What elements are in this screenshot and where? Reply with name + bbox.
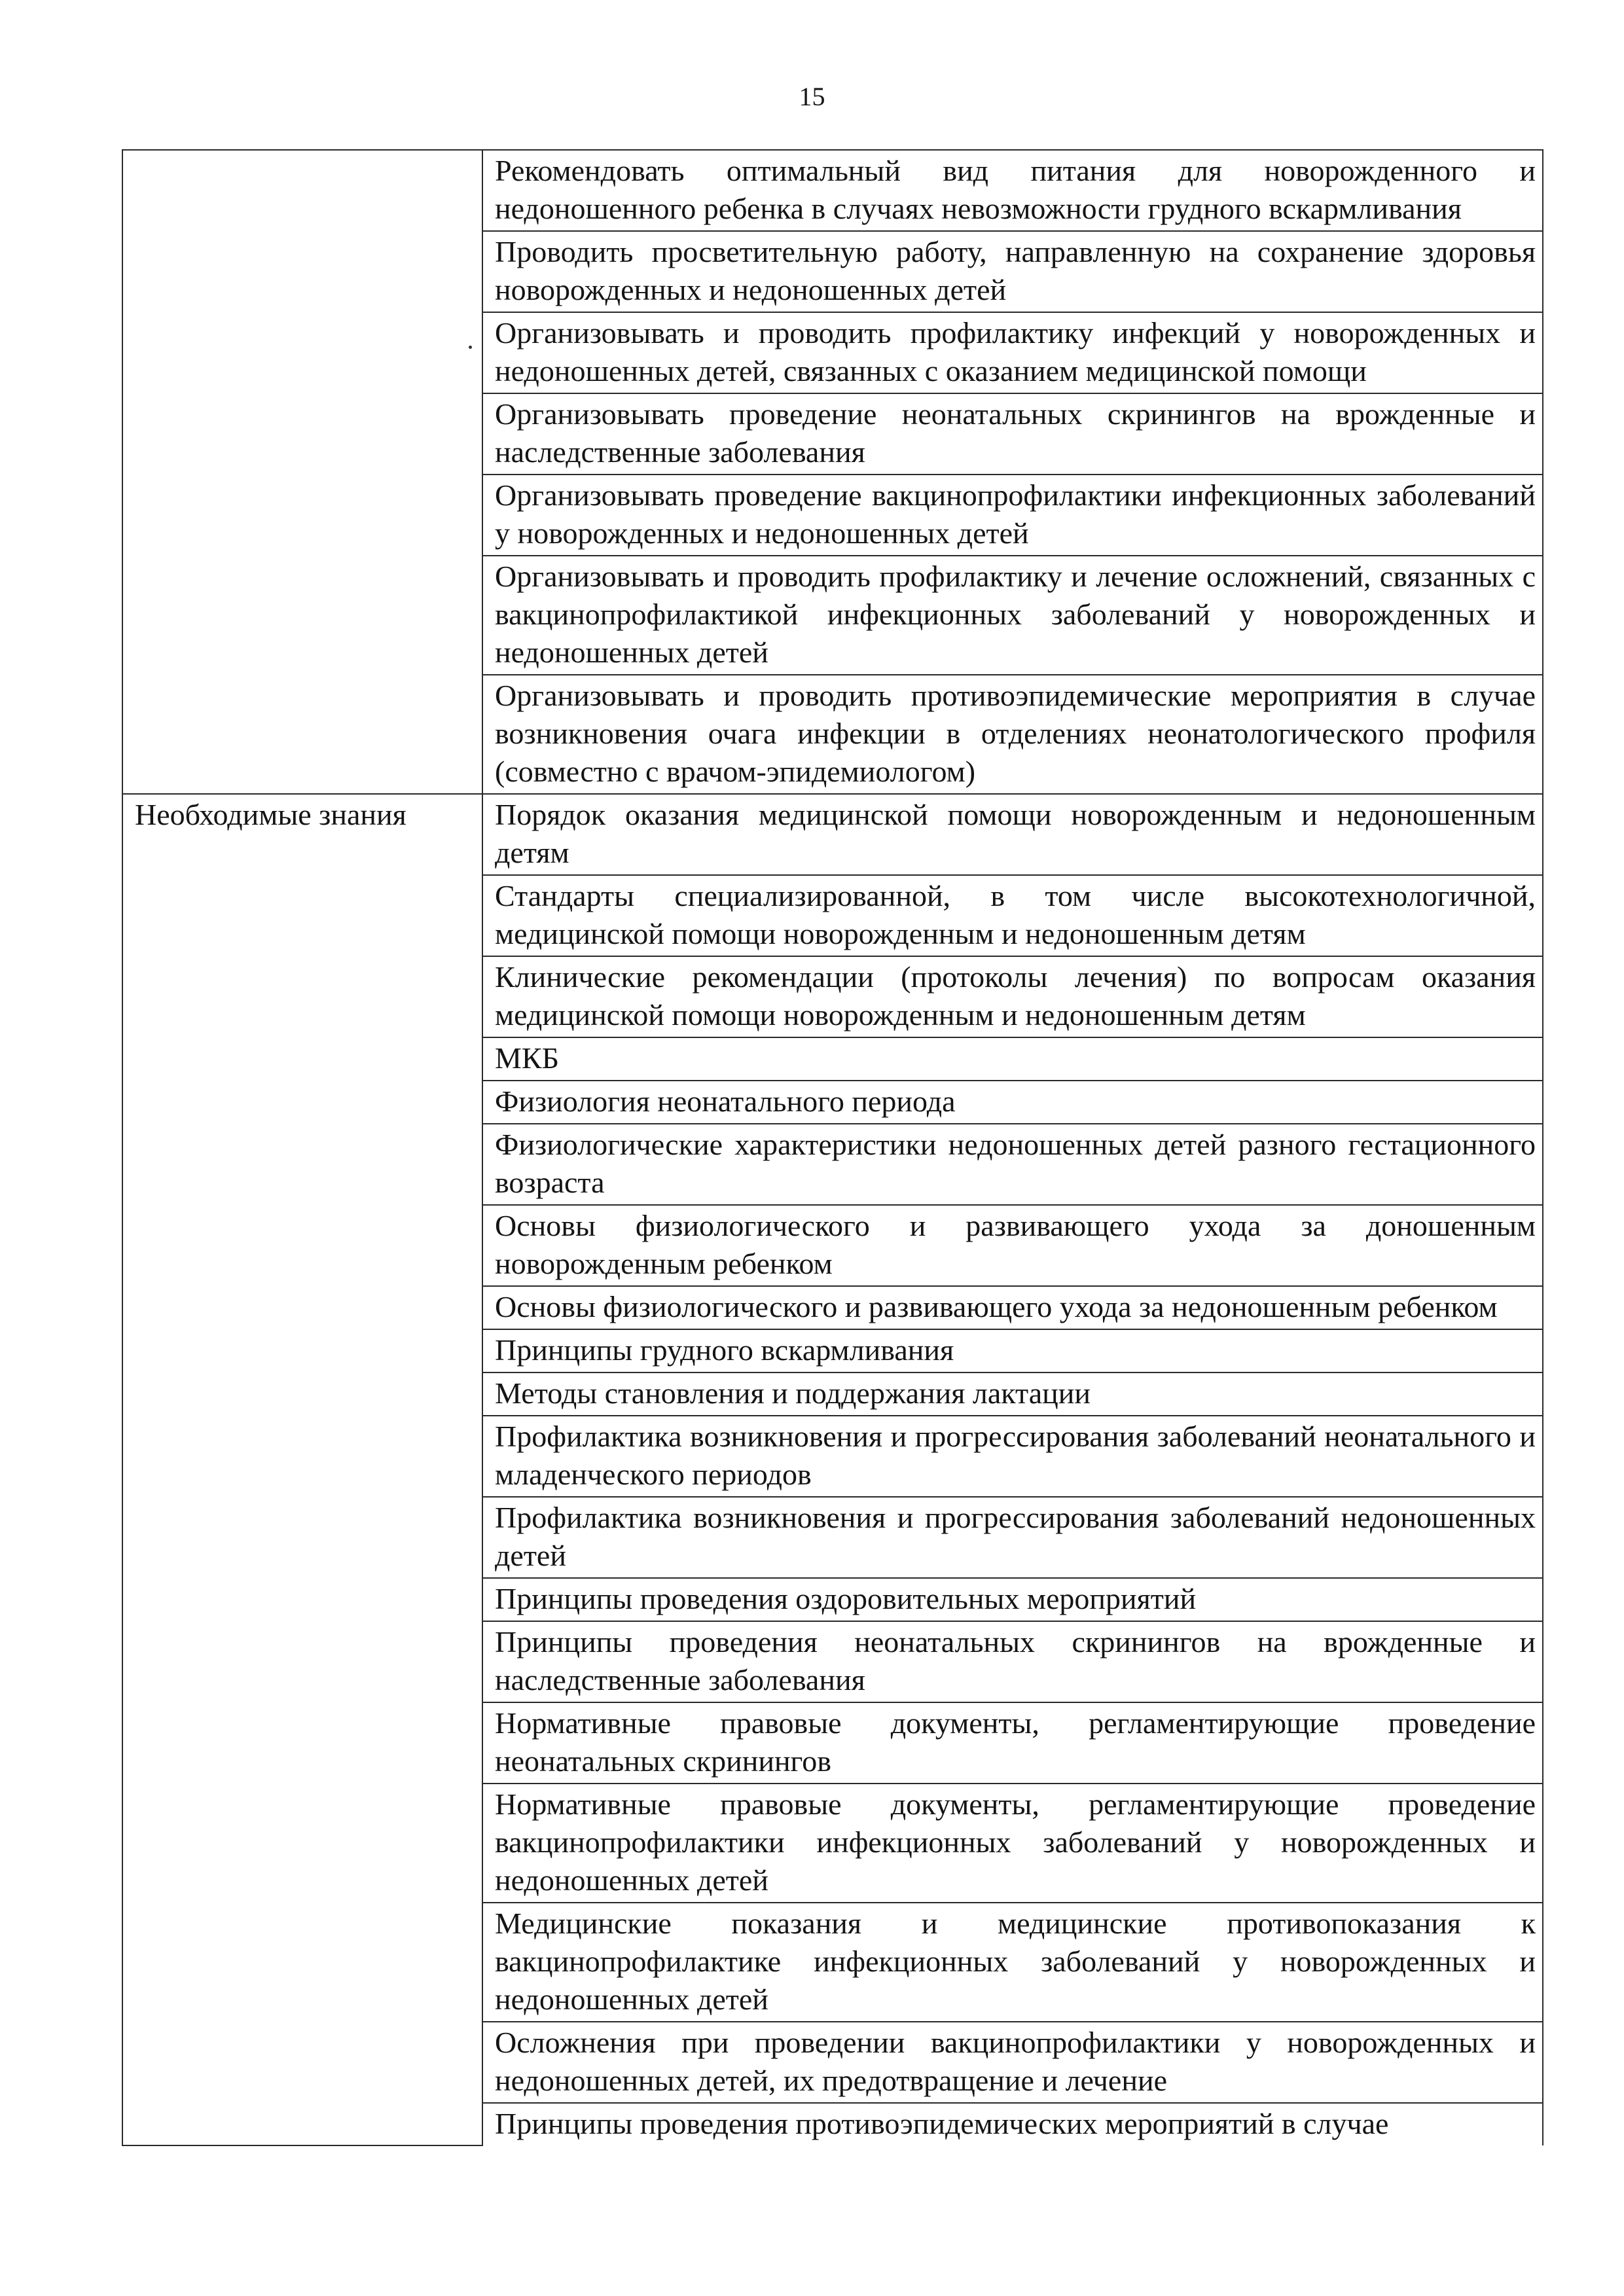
skill-item: Проводить просветительную работу, направленную на сохранение здоровья новорожденных и недоношенных детей: [482, 231, 1543, 312]
knowledge-item: Порядок оказания медицинской помощи новорожденным и недоношенным детям: [482, 794, 1543, 875]
knowledge-item: Стандарты специализированной, в том числе высокотехнологичной, медицинской помощи новорожденным и недоношенным детям: [482, 875, 1543, 956]
knowledge-item: Принципы проведения неонатальных скринингов на врожденные и наследственные заболевания: [482, 1621, 1543, 1702]
skill-item: Организовывать и проводить противоэпидемические мероприятия в случае возникновения очага инфекции в отделениях неонатологического профиля (совместно с врачом-эпидемиологом): [482, 675, 1543, 794]
knowledge-item: Физиологические характеристики недоношенных детей разного гестационного возраста: [482, 1124, 1543, 1205]
knowledge-item: Профилактика возникновения и прогрессирования заболеваний недоношенных детей: [482, 1497, 1543, 1578]
knowledge-item: Осложнения при проведении вакцинопрофилактики у новорожденных и недоношенных детей, их предотвращение и лечение: [482, 2022, 1543, 2103]
competency-table: [122, 149, 1543, 2146]
knowledge-item: Основы физиологического и развивающего ухода за недоношенным ребенком: [482, 1286, 1543, 1329]
skill-item: Рекомендовать оптимальный вид питания для новорожденного и недоношенного ребенка в случаях невозможности грудного вскармливания: [482, 150, 1543, 231]
knowledge-item: Нормативные правовые документы, регламентирующие проведение неонатальных скринингов: [482, 1702, 1543, 1784]
skill-item: Организовывать и проводить профилактику и лечение осложнений, связанных с вакцинопрофилактикой инфекционных заболеваний у новорожденных и недоношенных детей: [482, 556, 1543, 675]
table-row: [122, 150, 1543, 231]
knowledge-group-label: Необходимые знания: [122, 794, 482, 2145]
knowledge-item: Принципы проведения противоэпидемических мероприятий в случае: [482, 2103, 1543, 2145]
knowledge-item: Принципы проведения оздоровительных мероприятий: [482, 1578, 1543, 1621]
knowledge-item: Нормативные правовые документы, регламентирующие проведение вакцинопрофилактики инфекционных заболеваний у новорожденных и недоношенных детей: [482, 1784, 1543, 1903]
knowledge-item: Методы становления и поддержания лактации: [482, 1372, 1543, 1416]
skill-item: Организовывать и проводить профилактику инфекций у новорожденных и недоношенных детей, связанных с оказанием медицинской помощи: [482, 312, 1543, 393]
skills-group-label: [122, 150, 482, 794]
table-row: [122, 794, 1543, 875]
knowledge-item: Клинические рекомендации (протоколы лечения) по вопросам оказания медицинской помощи новорожденным и недоношенным детям: [482, 956, 1543, 1037]
knowledge-item: Медицинские показания и медицинские противопоказания к вакцинопрофилактике инфекционных заболеваний у новорожденных и недоношенных детей: [482, 1903, 1543, 2022]
knowledge-item: Принципы грудного вскармливания: [482, 1329, 1543, 1372]
knowledge-item: МКБ: [482, 1037, 1543, 1081]
skill-item: Организовывать проведение неонатальных скринингов на врожденные и наследственные заболевания: [482, 393, 1543, 475]
skill-item: Организовывать проведение вакцинопрофилактики инфекционных заболеваний у новорожденных и недоношенных детей: [482, 475, 1543, 556]
knowledge-item: Основы физиологического и развивающего ухода за доношенным новорожденным ребенком: [482, 1205, 1543, 1286]
page-number: 15: [799, 82, 825, 111]
knowledge-item: Физиология неонатального периода: [482, 1081, 1543, 1124]
knowledge-item: Профилактика возникновения и прогрессирования заболеваний неонатального и младенческого периодов: [482, 1416, 1543, 1497]
